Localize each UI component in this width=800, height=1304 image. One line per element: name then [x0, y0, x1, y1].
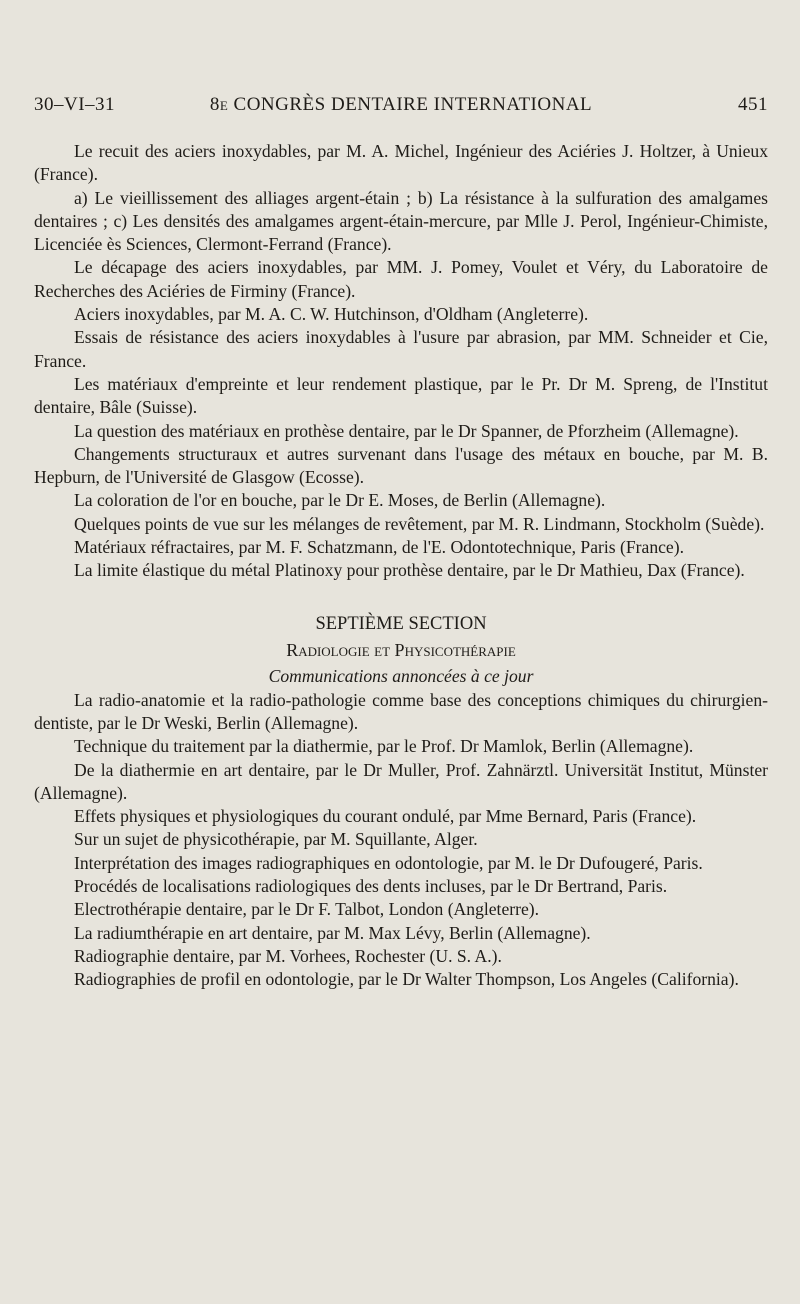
- entry: La radio-anatomie et la radio-pathologie comme base des conceptions chimiques du chirurgien-dentiste, par le Dr Weski, Berlin (Allemagne).: [34, 689, 768, 733]
- running-header: [34, 94, 768, 124]
- entry: Radiographies de profil en odontologie, par le Dr Walter Thompson, Los Angeles (California).: [74, 969, 739, 990]
- entry: Effets physiques et physiologiques du courant ondulé, par Mme Bernard, Paris (France).: [74, 806, 697, 827]
- entry: Technique du traitement par la diathermie, par le Prof. Dr Mamlok, Berlin (Allemagne).: [74, 736, 694, 757]
- entry: Changements structuraux et autres survenant dans l'usage des métaux en bouche, par M. B. Hepburn, de l'Université de Glasgow (Ecosse).: [34, 443, 768, 488]
- entry: Radiographie dentaire, par M. Vorhees, Rochester (U. S. A.).: [74, 945, 502, 966]
- section-title: SEPTIÈME SECTION: [315, 613, 487, 634]
- section-communications-heading: Communications annoncées à ce jour: [268, 665, 534, 686]
- entry: De la diathermie en art dentaire, par le Dr Muller, Prof. Zahnärztl. Universität Institut, Münster (Allemagne).: [34, 759, 768, 803]
- entry: Les matériaux d'empreinte et leur rendement plastique, par le Pr. Dr M. Spreng, de l'Institut dentaire, Bâle (Suisse).: [34, 373, 768, 418]
- entry: La radiumthérapie en art dentaire, par M. Max Lévy, Berlin (Allemagne).: [74, 922, 591, 943]
- entry: Quelques points de vue sur les mélanges de revêtement, par M. R. Lindmann, Stockholm (Suède).: [74, 513, 765, 534]
- entry: La question des matériaux en prothèse dentaire, par le Dr Spanner, de Pforzheim (Allemagne).: [74, 420, 739, 441]
- entry: Sur un sujet de physicothérapie, par M. Squillante, Alger.: [74, 829, 478, 850]
- entry: La limite élastique du métal Platinoxy pour prothèse dentaire, par le Dr Mathieu, Dax (France).: [74, 560, 745, 581]
- entry: Procédés de localisations radiologiques des dents incluses, par le Dr Bertrand, Paris.: [74, 876, 668, 897]
- entry: Aciers inoxydables, par M. A. C. W. Hutchinson, d'Oldham (Angleterre).: [74, 304, 589, 325]
- page-body: [34, 140, 768, 992]
- entry: Le décapage des aciers inoxydables, par MM. J. Pomey, Voulet et Véry, du Laboratoire de Recherches des Aciéries de Firminy (France).: [34, 257, 768, 301]
- entry: Matériaux réfractaires, par M. F. Schatzmann, de l'E. Odontotechnique, Paris (France).: [74, 537, 684, 558]
- entry: Electrothérapie dentaire, par le Dr F. Talbot, London (Angleterre).: [74, 899, 540, 920]
- entry: Le recuit des aciers inoxydables, par M. A. Michel, Ingénieur des Aciéries J. Holtzer, à Unieux (France).: [34, 141, 768, 185]
- entry: La coloration de l'or en bouche, par le Dr E. Moses, de Berlin (Allemagne).: [74, 490, 606, 511]
- entry: Interprétation des images radiographiques en odontologie, par M. le Dr Dufougeré, Paris.: [74, 852, 703, 873]
- entry: Essais de résistance des aciers inoxydables à l'usure par abrasion, par MM. Schneider et Cie, France.: [34, 327, 768, 371]
- page-number: 451: [738, 94, 768, 115]
- section-subtitle: Radiologie et Physicothérapie: [286, 639, 516, 660]
- entry: a) Le vieillissement des alliages argent-étain ; b) La résistance à la sulfuration des amalgames dentaires ; c) Les densités des amalgames argent-étain-mercure, par Mlle J. Perol, Ingénieur-Chimiste, Licenciée ès Sciences, Clermont-Ferrand (France).: [34, 187, 768, 255]
- header-title: 8e CONGRÈS DENTAIRE INTERNATIONAL: [209, 94, 593, 115]
- header-date: 30–VI–31: [34, 94, 116, 115]
